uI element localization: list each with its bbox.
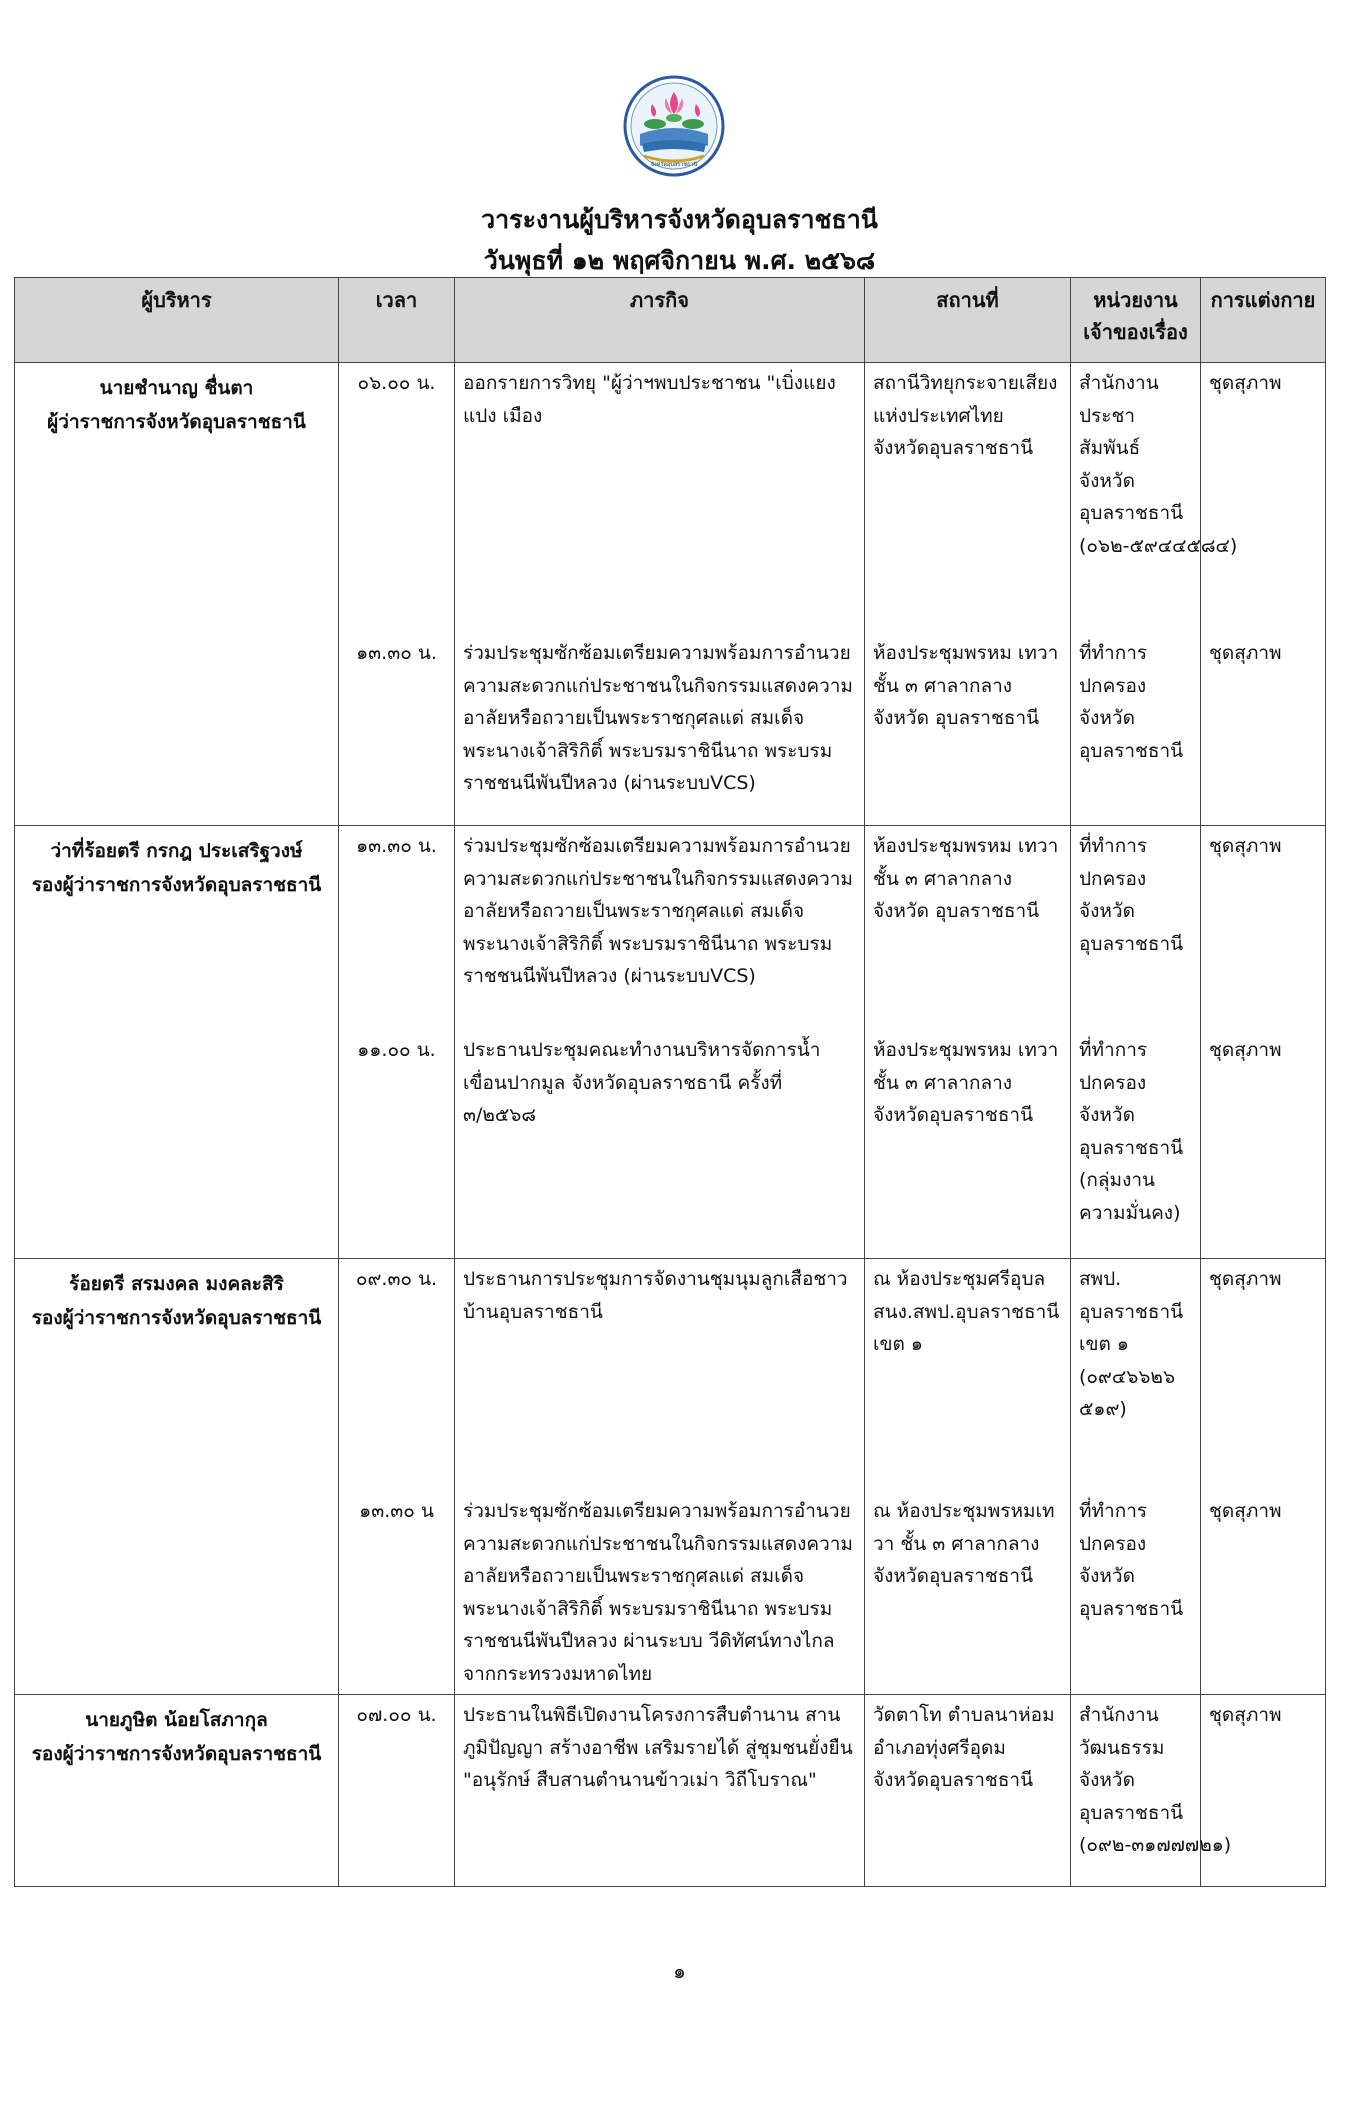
executive-position: ผู้ว่าราชการจังหวัดอุบลราชธานี xyxy=(47,411,306,433)
executive-position: รองผู้ว่าราชการจังหวัดอุบลราชธานี xyxy=(31,874,322,896)
mission-text: ประธานการประชุมการจัดงานชุมนุมลูกเสือชาวบ้านอุบลราชธานี xyxy=(463,1268,848,1323)
mission-cell xyxy=(455,363,865,826)
table-row xyxy=(15,363,1326,826)
agency-text: ที่ทำการ ปกครอง จังหวัด อุบลราชธานี xyxy=(1079,835,1184,955)
mission-cell xyxy=(455,1695,865,1887)
province-emblem xyxy=(622,74,726,178)
agency-text: ที่ทำการ ปกครอง จังหวัด อุบลราชธานี xyxy=(1079,642,1184,762)
dress-text: ชุดสุภาพ xyxy=(1209,1500,1282,1522)
agency-text: ที่ทำการ ปกครอง จังหวัด อุบลราชธานี xyxy=(1079,1500,1184,1620)
mission-cell xyxy=(455,826,865,1259)
dress-text: ชุดสุภาพ xyxy=(1209,1039,1282,1061)
dress-cell xyxy=(1201,363,1326,826)
place-text: ห้องประชุมพรหม เทวา ชั้น ๓ ศาลากลาง จังหวัดอุบลราชธานี xyxy=(873,1039,1059,1126)
agency-cell xyxy=(1071,1259,1201,1695)
dress-cell xyxy=(1201,826,1326,1259)
place-cell xyxy=(865,826,1071,1259)
place-cell xyxy=(865,363,1071,826)
executive-name: นายชำนาญ ชื่นตา xyxy=(99,377,254,399)
executive-position: รองผู้ว่าราชการจังหวัดอุบลราชธานี xyxy=(31,1743,322,1765)
mission-text: ออกรายการวิทยุ "ผู้ว่าฯพบประชาชน "เบิ่งแยง แปง เมือง xyxy=(463,372,836,427)
agency-text: ที่ทำการ ปกครอง จังหวัด อุบลราชธานี (กลุ่มงาน ความมั่นคง) xyxy=(1079,1039,1184,1224)
table-row xyxy=(15,1259,1326,1695)
column-header-dress: การแต่งกาย xyxy=(1201,278,1326,363)
agency-text: สำนักงาน วัฒนธรรม จังหวัด อุบลราชธานี (๐๙๒-๓๑๗๗๗๒๑) xyxy=(1079,1704,1232,1856)
agency-cell xyxy=(1071,363,1238,826)
time-value: ๑๑.๐๐ น. xyxy=(357,1039,436,1061)
place-text: ณ ห้องประชุมพรหมเทวา ชั้น ๓ ศาลากลาง จังหวัดอุบลราชธานี xyxy=(873,1500,1055,1587)
column-header-mission: ภารกิจ xyxy=(455,278,865,363)
time-value: ๑๓.๓๐ น xyxy=(359,1500,434,1522)
executive-name: นายภูษิต น้อยโสภากุล xyxy=(85,1709,268,1731)
dress-text: ชุดสุภาพ xyxy=(1209,1704,1282,1726)
table-row xyxy=(15,1695,1326,1887)
time-value: ๐๗.๐๐ น. xyxy=(356,1704,437,1726)
time-value: ๐๙.๓๐ น. xyxy=(355,1268,438,1290)
executive-cell xyxy=(15,363,339,826)
executive-name: ร้อยตรี สรมงคล มงคละสิริ xyxy=(69,1273,284,1295)
agency-cell xyxy=(1071,826,1201,1259)
mission-cell xyxy=(455,1259,865,1695)
dress-text: ชุดสุภาพ xyxy=(1209,372,1282,394)
place-text: วัดตาโท ตำบลนาห่อม อำเภอทุ่งศรีอุดม จังหวัดอุบลราชธานี xyxy=(873,1704,1055,1791)
dress-cell xyxy=(1201,1695,1326,1887)
column-header-time: เวลา xyxy=(339,278,455,363)
dress-text: ชุดสุภาพ xyxy=(1209,1268,1282,1290)
place-text: ห้องประชุมพรหม เทวา ชั้น ๓ ศาลากลางจังหวัด อุบลราชธานี xyxy=(873,835,1059,922)
mission-text: ร่วมประชุมซักซ้อมเตรียมความพร้อมการอำนวยความสะดวกแก่ประชาชนในกิจกรรมแสดงความอาลัยหรือถวายเป็นพระราชกุศลแด่ สมเด็จพระนางเจ้าสิริกิติ์ พระบรมราชินีนาถ พระบรมราชชนนีพันปีหลวง (ผ่านระบบVCS) xyxy=(463,835,853,987)
time-value: ๐๖.๐๐ น. xyxy=(357,372,436,394)
column-header-place: สถานที่ xyxy=(865,278,1071,363)
agency-text: สำนักงาน ประชา สัมพันธ์ จังหวัด อุบลราชธานี (๐๖๒-๕๙๔๔๕๘๔) xyxy=(1079,372,1238,557)
page-title: วาระงานผู้บริหารจังหวัดอุบลราชธานี xyxy=(481,205,878,234)
schedule-table xyxy=(14,277,1326,1887)
mission-text: ร่วมประชุมซักซ้อมเตรียมความพร้อมการอำนวยความสะดวกแก่ประชาชนในกิจกรรมแสดงความอาลัยหรือถวายเป็นพระราชกุศลแด่ สมเด็จพระนางเจ้าสิริกิติ์ พระบรมราชินีนาถ พระบรมราชชนนีพันปีหลวง ผ่านระบบ วีดิทัศน์ทางไกลจากกระทรวงมหาดไทย xyxy=(463,1500,853,1685)
place-cell xyxy=(865,1695,1071,1887)
place-text: สถานีวิทยุกระจายเสียงแห่งประเทศไทย จังหวัดอุบลราชธานี xyxy=(873,372,1058,459)
mission-text: ร่วมประชุมซักซ้อมเตรียมความพร้อมการอำนวยความสะดวกแก่ประชาชนในกิจกรรมแสดงความอาลัยหรือถวายเป็นพระราชกุศลแด่ สมเด็จพระนางเจ้าสิริกิติ์ พระบรมราชินีนาถ พระบรมราชชนนีพันปีหลวง (ผ่านระบบVCS) xyxy=(463,642,853,794)
mission-text: ประธานประชุมคณะทำงานบริหารจัดการน้ำเขื่อนปากมูล จังหวัดอุบลราชธานี ครั้งที่ ๓/๒๕๖๘ xyxy=(463,1039,821,1126)
time-cell xyxy=(339,1259,455,1695)
place-text: ณ ห้องประชุมศรีอุบล สนง.สพป.อุบลราชธานี เขต ๑ xyxy=(873,1268,1060,1355)
dress-text: ชุดสุภาพ xyxy=(1209,642,1282,664)
executive-cell xyxy=(15,1695,339,1887)
time-cell xyxy=(339,363,455,826)
time-cell xyxy=(339,1695,455,1887)
column-header-executive: ผู้บริหาร xyxy=(15,278,339,363)
svg-text:จังหวัดอุบลราชธานี: จังหวัดอุบลราชธานี xyxy=(650,162,698,168)
executive-cell xyxy=(15,1259,339,1695)
agency-cell xyxy=(1071,1695,1232,1887)
place-text: ห้องประชุมพรหม เทวา ชั้น ๓ ศาลากลางจังหวัด อุบลราชธานี xyxy=(873,642,1059,729)
dress-cell xyxy=(1201,1259,1326,1695)
dress-text: ชุดสุภาพ xyxy=(1209,835,1282,857)
time-value: ๑๓.๓๐ น. xyxy=(356,835,437,857)
executive-cell xyxy=(15,826,339,1259)
page-number: ๑ xyxy=(673,1959,686,1983)
table-header-row xyxy=(15,278,1326,363)
executive-name: ว่าที่ร้อยตรี กรกฎ ประเสริฐวงษ์ xyxy=(50,840,303,862)
time-value: ๑๓.๓๐ น. xyxy=(356,642,437,664)
agency-text: สพป. อุบลราชธานี เขต ๑ (๐๙๔๖๖๒๖ ๕๑๙) xyxy=(1079,1268,1184,1420)
table-row xyxy=(15,826,1326,1259)
page-date: วันพุธที่ ๑๒ พฤศจิกายน พ.ศ. ๒๕๖๘ xyxy=(483,246,876,275)
time-cell xyxy=(339,826,455,1259)
executive-position: รองผู้ว่าราชการจังหวัดอุบลราชธานี xyxy=(31,1307,322,1329)
place-cell xyxy=(865,1259,1071,1695)
mission-text: ประธานในพิธีเปิดงานโครงการสืบตำนาน สานภูมิปัญญา สร้างอาชีพ เสริมรายได้ สู่ชุมชนยั่งยืน "อนุรักษ์ สืบสานตำนานข้าวเม่า วิถีโบราณ" xyxy=(463,1704,853,1791)
column-header-agency: หน่วยงาน เจ้าของเรื่อง xyxy=(1071,278,1201,363)
